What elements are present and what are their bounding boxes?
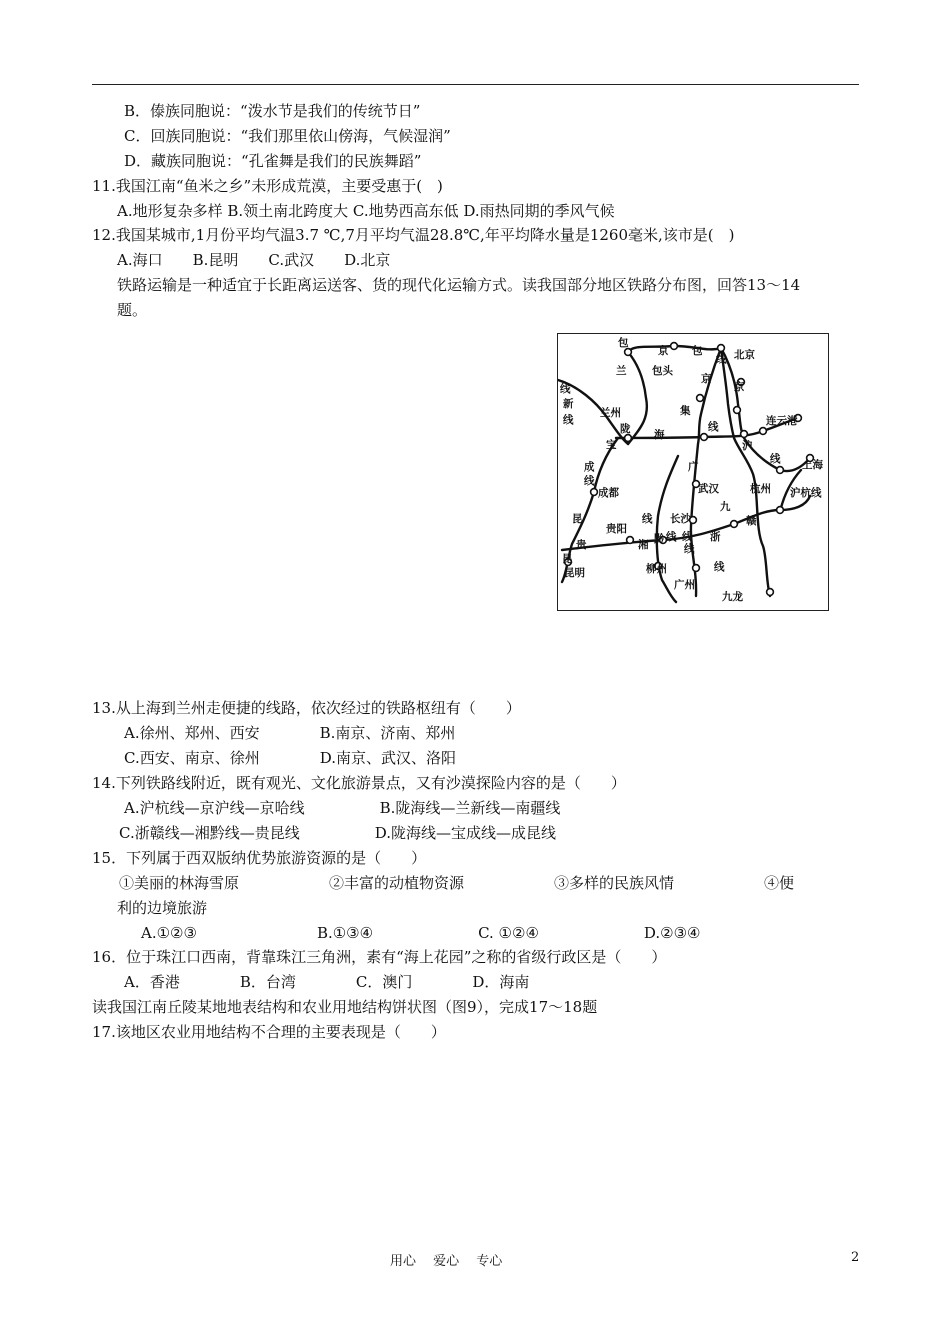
- map-label: 九龙: [722, 591, 743, 603]
- station-marker: [731, 521, 738, 528]
- map-label: 昆: [572, 513, 583, 525]
- question-13-options-ab: A.徐州、郑州、西安 B.南京、济南、郑州: [124, 724, 456, 742]
- map-label: 宝: [606, 439, 617, 451]
- map-label: 线: [666, 531, 677, 543]
- map-label: 京: [701, 373, 712, 385]
- station-marker: [625, 435, 632, 442]
- map-label: 新: [563, 398, 574, 410]
- station-marker: [777, 467, 784, 474]
- map-label: 成: [584, 461, 595, 473]
- map-label: 武汉: [698, 483, 719, 495]
- map-label: 浙: [710, 531, 721, 543]
- map-label: 连云港: [766, 415, 798, 427]
- station-marker: [693, 565, 700, 572]
- question-15-options: A.①②③ B.①③④ C. ①②④ D.②③④: [141, 924, 701, 942]
- question-12: 12.我国某城市,1月份平均气温3.7 ℃,7月平均气温28.8℃,年平均降水量是1260毫米,该市是( ): [92, 226, 735, 244]
- map-label: 京: [658, 345, 669, 357]
- railway-map: [557, 333, 829, 611]
- map-label: 杭州: [750, 483, 771, 495]
- map-label: 线: [563, 414, 574, 426]
- header-rule: [92, 84, 859, 85]
- map-label: 贵阳: [606, 523, 627, 535]
- question-13: 13.从上海到兰州走便捷的线路，依次经过的铁路枢纽有（ ）: [92, 699, 521, 717]
- question-14-options-cd: C.浙赣线—湘黔线—贵昆线 D.陇海线—宝成线—成昆线: [119, 824, 556, 842]
- question-14: 14.下列铁路线附近，既有观光、文化旅游景点，又有沙漠探险内容的是（ ）: [92, 774, 626, 792]
- map-label: 线: [684, 543, 695, 555]
- map-label: 线: [714, 561, 725, 573]
- map-label: 广: [688, 461, 699, 473]
- question-12-options: A.海口 B.昆明 C.武汉 D.北京: [117, 251, 391, 269]
- question-16: 16．位于珠江口西南，背靠珠江三角洲，素有“海上花园”之称的省级行政区是（ ）: [92, 948, 667, 966]
- station-marker: [701, 434, 708, 441]
- station-marker: [625, 349, 632, 356]
- map-label: 包: [618, 337, 629, 349]
- station-marker: [734, 407, 741, 414]
- map-label: 九: [720, 501, 731, 513]
- station-marker: [671, 343, 678, 350]
- station-marker: [627, 537, 634, 544]
- map-label: 沪杭线: [790, 487, 822, 499]
- page-number: 2: [851, 1250, 860, 1265]
- map-label: 湘: [638, 539, 649, 551]
- map-label: 昆明: [564, 567, 585, 579]
- map-label: 上海: [802, 459, 823, 471]
- map-label: 北京: [734, 349, 755, 361]
- map-label: 线: [584, 475, 595, 487]
- question-15-items: ①美丽的林海雪原 ②丰富的动植物资源 ③多样的民族风情 ④便: [119, 874, 795, 892]
- map-label: 昆: [562, 553, 573, 565]
- question-14-options-ab: A.沪杭线—京沪线—京哈线 B.陇海线—兰新线—南疆线: [124, 799, 561, 817]
- map-label: 兰州: [600, 407, 621, 419]
- map-label: 柳州: [646, 563, 667, 575]
- map-label: 线: [560, 383, 571, 395]
- question-16-options: A．香港 B．台湾 C．澳门 D．海南: [124, 973, 530, 991]
- option-b-dai: B．傣族同胞说：“泼水节是我们的传统节日”: [124, 102, 421, 120]
- map-label: 线: [708, 421, 719, 433]
- map-label: 成都: [598, 487, 619, 499]
- map-label: 贵: [576, 539, 587, 551]
- footer-motto: 用心 爱心 专心: [390, 1254, 503, 1269]
- question-15-items-cont: 利的边境旅游: [117, 899, 208, 917]
- map-label: 赣: [746, 515, 757, 527]
- figure-9-intro: 读我国江南丘陵某地地表结构和农业用地结构饼状图（图9），完成17～18题: [92, 998, 598, 1016]
- map-label: 海: [654, 429, 665, 441]
- station-marker: [777, 507, 784, 514]
- station-marker: [767, 589, 774, 596]
- question-13-options-cd: C.西安、南京、徐州 D.南京、武汉、洛阳: [124, 749, 456, 767]
- option-c-hui: C．回族同胞说：“我们那里依山傍海，气候湿润”: [124, 127, 451, 145]
- map-label: 广州: [674, 579, 695, 591]
- station-marker: [741, 431, 748, 438]
- map-label: 包: [692, 345, 703, 357]
- question-11: 11.我国江南“鱼米之乡”未形成荒漠，主要受惠于( ): [92, 177, 443, 195]
- map-label: 包头: [652, 365, 673, 377]
- station-marker: [718, 345, 725, 352]
- railway-intro: 铁路运输是一种适宜于长距离运送客、货的现代化运输方式。读我国部分地区铁路分布图，回答13～14: [117, 276, 801, 294]
- map-label: 兰: [616, 365, 627, 377]
- map-label: 陇: [620, 423, 631, 435]
- map-label: 京: [734, 381, 745, 393]
- question-15: 15．下列属于西双版纳优势旅游资源的是（ ）: [92, 849, 427, 867]
- station-marker: [697, 395, 704, 402]
- map-label: 线: [642, 513, 653, 525]
- map-label: 线: [716, 353, 727, 365]
- option-d-zang: D．藏族同胞说：“孔雀舞是我们的民族舞蹈”: [124, 152, 422, 170]
- map-label: 集: [680, 405, 691, 417]
- map-label: 长沙: [670, 513, 691, 525]
- railway-map-drawing: [558, 334, 828, 610]
- map-label: 黔: [654, 533, 665, 545]
- station-marker: [760, 428, 767, 435]
- railway-intro-cont: 题。: [117, 301, 148, 319]
- jingjiu-railway: [721, 348, 770, 596]
- map-label: 线: [770, 453, 781, 465]
- station-marker: [591, 489, 598, 496]
- map-label: 线: [682, 531, 693, 543]
- map-label: 沪: [742, 440, 753, 452]
- question-11-options: A.地形复杂多样 B.领土南北跨度大 C.地势西高东低 D.雨热同期的季风气候: [117, 202, 615, 220]
- question-17: 17.该地区农业用地结构不合理的主要表现是（ ）: [92, 1023, 446, 1041]
